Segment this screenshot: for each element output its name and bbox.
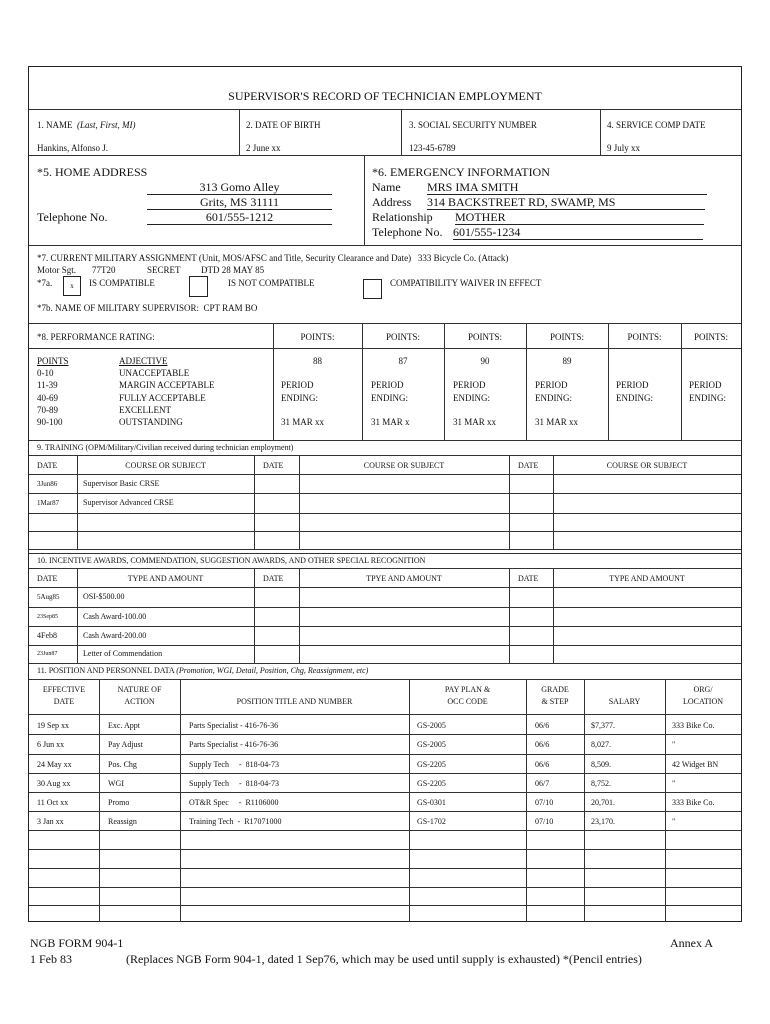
position-action[interactable]: Pos. Chg xyxy=(108,760,137,769)
col-effective-header: EFFECTIVE xyxy=(42,685,86,694)
position-grade[interactable]: 06/6 xyxy=(535,721,550,730)
scale-points: 11-39 xyxy=(37,380,58,390)
position-grade[interactable]: 06/6 xyxy=(535,760,550,769)
awards-date-header: DATE xyxy=(263,574,284,583)
rating-period-label: PERIOD xyxy=(535,380,568,390)
waiver-label: COMPATIBILITY WAIVER IN EFFECT xyxy=(390,278,542,288)
rating-period-label: PERIOD xyxy=(689,380,722,390)
col-pay-header: PAY PLAN & xyxy=(444,685,491,694)
training-date-header: DATE xyxy=(263,461,284,470)
position-action[interactable]: Pay Adjust xyxy=(108,740,143,749)
position-pay[interactable]: GS-2005 xyxy=(417,721,446,730)
scd-value[interactable]: 9 July xx xyxy=(607,143,641,153)
award-date[interactable]: 4Feb8 xyxy=(37,631,57,640)
rating-points-value[interactable]: 89 xyxy=(562,356,572,366)
position-org[interactable]: " xyxy=(672,740,676,749)
scale-adjective: OUTSTANDING xyxy=(119,417,183,427)
training-course-header: COURSE OR SUBJECT xyxy=(606,461,688,470)
col-salary-header: SALARY xyxy=(608,697,641,706)
award-date[interactable]: 5Aug85 xyxy=(37,593,60,601)
position-date[interactable]: 3 Jan xx xyxy=(37,817,64,826)
rating-points-label: POINTS: xyxy=(385,332,420,342)
position-action[interactable]: Reassign xyxy=(108,817,137,826)
home-phone-value[interactable]: 601/555-1212 xyxy=(147,210,332,225)
rating-points-label: POINTS: xyxy=(627,332,662,342)
rating-points-label: POINTS: xyxy=(549,332,584,342)
position-title[interactable]: Supply Tech - 818-04-73 xyxy=(189,779,279,788)
position-org[interactable]: 42 Widget BN xyxy=(672,760,719,769)
col-nature-header: NATURE OF xyxy=(117,685,162,694)
annex-label: Annex A xyxy=(670,936,713,950)
rating-ending-label: ENDING: xyxy=(616,393,653,403)
adjective-header: ADJECTIVE xyxy=(119,356,168,366)
emergency-address-value[interactable]: 314 BACKSTREET RD, SWAMP, MS xyxy=(427,195,705,210)
training-date-header: DATE xyxy=(518,461,539,470)
rating-period-label: PERIOD xyxy=(281,380,314,390)
military-label: *7. CURRENT MILITARY ASSIGNMENT (Unit, MOS/AFSC and Title, Security Clearance and Date) 333 Bicycle Co. (Attack) xyxy=(37,253,509,263)
rating-ending-label: ENDING: xyxy=(371,393,408,403)
emergency-phone-label: Telephone No. xyxy=(372,225,443,239)
rating-ending-label: ENDING: xyxy=(453,393,490,403)
home-address-label: *5. HOME ADDRESS xyxy=(37,165,148,179)
military-unit[interactable]: 333 Bicycle Co. (Attack) xyxy=(417,253,509,263)
home-address-line2[interactable]: Grits, MS 31111 xyxy=(147,195,332,210)
awards-type-header: TPYE AND AMOUNT xyxy=(366,574,442,583)
compatible-label: IS COMPATIBLE xyxy=(89,278,155,288)
awards-label: 10. INCENTIVE AWARDS, COMMENDATION, SUGGESTION AWARDS, AND OTHER SPECIAL RECOGNITION xyxy=(37,556,426,565)
scale-adjective: UNACCEPTABLE xyxy=(119,368,190,378)
position-org[interactable]: " xyxy=(672,817,676,826)
military-supervisor-value[interactable]: CPT RAM BO xyxy=(203,303,258,313)
military-clearance[interactable]: SECRET xyxy=(147,265,181,275)
position-title[interactable]: Parts Specialist - 416-76-36 xyxy=(189,721,279,730)
rating-period-label: PERIOD xyxy=(371,380,404,390)
position-salary[interactable]: 23,170. xyxy=(591,817,615,826)
position-date[interactable]: 11 Oct xx xyxy=(37,798,69,807)
col-grade-header: GRADE xyxy=(541,685,569,694)
military-dtd[interactable]: DTD 28 MAY 85 xyxy=(201,265,265,275)
emergency-label: *6. EMERGENCY INFORMATION xyxy=(372,165,550,179)
emergency-name-value[interactable]: MRS IMA SMITH xyxy=(427,180,707,195)
training-course[interactable]: Supervisor Basic CRSE xyxy=(83,479,160,488)
rating-points-label: POINTS: xyxy=(467,332,502,342)
position-pay[interactable]: GS-0301 xyxy=(417,798,446,807)
position-title[interactable]: Parts Specialist - 416-76-36 xyxy=(189,740,279,749)
scale-adjective: EXCELLENT xyxy=(119,405,171,415)
emergency-name-label: Name xyxy=(372,180,401,194)
position-grade[interactable]: 06/7 xyxy=(535,779,550,788)
position-salary[interactable]: 8,509. xyxy=(591,760,611,769)
waiver-checkbox[interactable] xyxy=(363,279,382,299)
performance-label: *8. PERFORMANCE RATING: xyxy=(37,332,155,342)
position-date[interactable]: 19 Sep xx xyxy=(37,721,69,730)
rating-ending-label: ENDING: xyxy=(535,393,572,403)
emergency-relationship-label: Relationship xyxy=(372,210,433,224)
technician-record-form xyxy=(28,66,742,922)
col-org-header: ORG/ xyxy=(693,685,713,694)
military-position[interactable]: Motor Sgt. xyxy=(37,265,77,275)
scale-points: 40-69 xyxy=(37,393,58,403)
rating-ending-value[interactable]: 31 MAR xx xyxy=(535,417,579,427)
rating-period-label: PERIOD xyxy=(616,380,649,390)
position-pay[interactable]: GS-2205 xyxy=(417,779,446,788)
award-type[interactable]: Cash Award-200.00 xyxy=(83,631,147,640)
name-value[interactable]: Hankins, Alfonso J. xyxy=(37,143,109,153)
position-org[interactable]: " xyxy=(672,779,676,788)
position-action[interactable]: Promo xyxy=(108,798,130,807)
positions-label: 11. POSITION AND PERSONNEL DATA (Promotion, WGI, Detail, Position, Chg, Reassignment, etc) xyxy=(37,666,369,675)
training-label: 9. TRAINING (OPM/Military/Civilian received during technician employment) xyxy=(37,443,294,452)
training-course-header: COURSE OR SUBJECT xyxy=(363,461,445,470)
rating-ending-value[interactable]: 31 MAR xx xyxy=(453,417,497,427)
compatible-checkbox[interactable] xyxy=(63,276,81,296)
position-salary[interactable]: 20,701. xyxy=(591,798,615,807)
scale-adjective: MARGIN ACCEPTABLE xyxy=(119,380,215,390)
training-date-header: DATE xyxy=(37,461,58,470)
award-type[interactable]: Letter of Commendation xyxy=(83,649,163,658)
form-number: NGB FORM 904-1 xyxy=(30,936,124,950)
position-grade[interactable]: 07/10 xyxy=(535,798,554,807)
training-date[interactable]: 3Jun86 xyxy=(37,480,58,488)
award-date[interactable]: 23Jun87 xyxy=(37,651,58,657)
points-header: POINTS xyxy=(37,356,69,366)
scale-points: 70-89 xyxy=(37,405,58,415)
emergency-relationship-value[interactable]: MOTHER xyxy=(455,210,704,225)
position-salary[interactable]: 8,027. xyxy=(591,740,611,749)
form-date: 1 Feb 83 xyxy=(30,952,72,966)
col-title-header: POSITION TITLE AND NUMBER xyxy=(236,697,353,706)
position-pay[interactable]: GS-2005 xyxy=(417,740,446,749)
compatible-checkbox-mark: x xyxy=(70,282,74,290)
col-effective-header-2: DATE xyxy=(53,697,75,706)
position-date[interactable]: 30 Aug xx xyxy=(37,779,71,788)
scd-label: 4. SERVICE COMP DATE xyxy=(607,120,706,130)
awards-date-header: DATE xyxy=(518,574,539,583)
not-compatible-label: IS NOT COMPATIBLE xyxy=(228,278,315,288)
scale-adjective: FULLY ACCEPTABLE xyxy=(119,393,206,403)
rating-ending-value[interactable]: 31 MAR xx xyxy=(281,417,325,427)
col-pay-header-2: OCC CODE xyxy=(447,697,488,706)
position-action[interactable]: WGI xyxy=(108,779,124,788)
home-phone-label: Telephone No. xyxy=(37,210,108,224)
dob-value[interactable]: 2 June xx xyxy=(246,143,281,153)
not-compatible-checkbox[interactable] xyxy=(189,276,208,297)
position-grade[interactable]: 07/10 xyxy=(535,817,554,826)
rating-ending-value[interactable]: 31 MAR x xyxy=(371,417,410,427)
position-salary[interactable]: 8,752. xyxy=(591,779,611,788)
training-course[interactable]: Supervisor Advanced CRSE xyxy=(83,498,174,507)
position-date[interactable]: 6 Jun xx xyxy=(37,740,65,749)
position-org[interactable]: 333 Bike Co. xyxy=(672,721,715,730)
position-pay[interactable]: GS-1702 xyxy=(417,817,446,826)
position-grade[interactable]: 06/6 xyxy=(535,740,550,749)
rating-points-value[interactable]: 90 xyxy=(480,356,490,366)
col-grade-header-2: & STEP xyxy=(541,697,569,706)
rating-ending-label: ENDING: xyxy=(689,393,726,403)
position-pay[interactable]: GS-2205 xyxy=(417,760,446,769)
form-title: SUPERVISOR'S RECORD OF TECHNICIAN EMPLOYMENT xyxy=(228,89,542,103)
col-org-header-2: LOCATION xyxy=(683,697,723,706)
training-date[interactable]: 1Mar87 xyxy=(37,499,60,507)
awards-type-header: TYPE AND AMOUNT xyxy=(127,574,204,583)
award-type[interactable]: Cash Award-100.00 xyxy=(83,612,147,621)
awards-date-header: DATE xyxy=(37,574,58,583)
rating-points-value[interactable]: 88 xyxy=(313,356,322,366)
position-date[interactable]: 24 May xx xyxy=(37,760,72,769)
award-date[interactable]: 23Sep85 xyxy=(37,614,58,620)
item-7a-label: *7a. xyxy=(37,278,53,288)
rating-points-label: POINTS: xyxy=(300,332,335,342)
position-title[interactable]: OT&R Spec - R1106000 xyxy=(189,798,279,807)
rating-points-value[interactable]: 87 xyxy=(398,356,408,366)
position-title[interactable]: Supply Tech - 818-04-73 xyxy=(189,760,279,769)
name-label: 1. NAME (Last, First, MI) xyxy=(37,120,136,130)
position-org[interactable]: 333 Bike Co. xyxy=(672,798,715,807)
replaces-note: (Replaces NGB Form 904-1, dated 1 Sep76, which may be used until supply is exhausted) *(Pencil entries) xyxy=(126,952,642,966)
dob-label: 2. DATE OF BIRTH xyxy=(246,120,321,130)
emergency-phone-value[interactable]: 601/555-1234 xyxy=(453,225,703,240)
ssn-value[interactable]: 123-45-6789 xyxy=(409,143,456,153)
rating-ending-label: ENDING: xyxy=(281,393,318,403)
awards-type-header: TYPE AND AMOUNT xyxy=(609,574,685,583)
award-type[interactable]: OSI-$500.00 xyxy=(83,592,125,601)
rating-points-label: POINTS: xyxy=(693,332,728,342)
position-salary[interactable]: $7,377. xyxy=(591,721,615,730)
position-action[interactable]: Exc. Appt xyxy=(108,721,140,730)
col-nature-header-2: ACTION xyxy=(124,697,155,706)
military-supervisor-label: *7b. NAME OF MILITARY SUPERVISOR: CPT RAM BO xyxy=(37,303,258,313)
scale-points: 90-100 xyxy=(37,417,63,427)
training-course-header: COURSE OR SUBJECT xyxy=(125,461,206,470)
ssn-label: 3. SOCIAL SECURITY NUMBER xyxy=(409,120,537,130)
home-address-line1[interactable]: 313 Gomo Alley xyxy=(147,180,332,195)
position-title[interactable]: Training Tech - R17071000 xyxy=(189,817,282,826)
military-mos[interactable]: 77T20 xyxy=(92,265,116,275)
emergency-address-label: Address xyxy=(372,195,412,209)
scale-points: 0-10 xyxy=(37,368,54,378)
rating-period-label: PERIOD xyxy=(453,380,486,390)
